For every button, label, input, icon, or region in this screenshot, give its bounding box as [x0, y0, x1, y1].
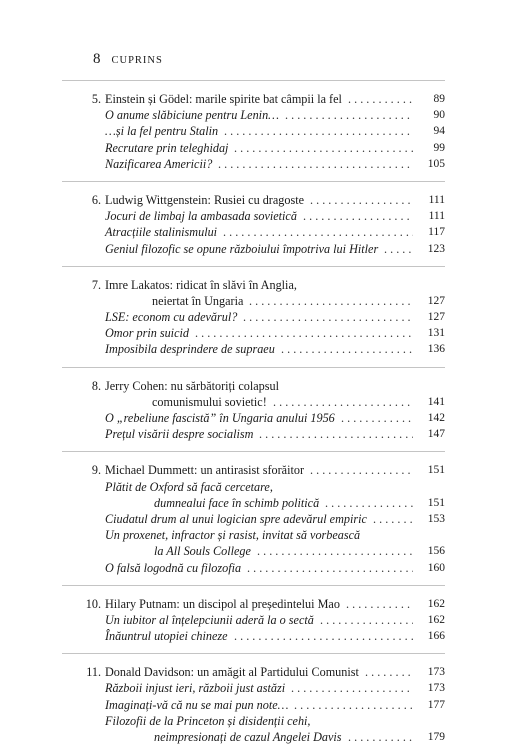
section-line [62, 729, 445, 745]
section-line [62, 680, 445, 696]
chapter-title-line [62, 378, 445, 394]
table-of-contents [62, 78, 445, 754]
divider-rule [62, 80, 445, 81]
section-page: 127 [427, 311, 445, 324]
section-line [62, 560, 445, 576]
section-title: Un proxenet, infractor și rasist, invitat să vorbească [105, 528, 361, 543]
chapter-page: 151 [427, 464, 445, 477]
divider-rule [62, 585, 445, 586]
leader-dots [234, 628, 413, 644]
leader-dots [273, 394, 413, 410]
section-page: 173 [427, 682, 445, 695]
section-title: Plătit de Oxford să facă cercetare, [105, 479, 273, 494]
section-title: Înăuntrul utopiei chineze [105, 629, 228, 644]
section-line [62, 341, 445, 357]
section-title: Prețul visării despre socialism [105, 427, 254, 442]
running-header [93, 50, 163, 68]
leader-dots [310, 192, 413, 208]
section-page: 90 [433, 109, 445, 122]
leader-dots [243, 309, 413, 325]
chapter-title-continued: neiertat în Ungaria [152, 293, 244, 308]
chapter-title: Imre Lakatos: ridicat în slăvi în Anglia, [105, 277, 297, 292]
section-line [62, 713, 445, 729]
leader-dots [341, 410, 413, 426]
leader-dots [325, 495, 413, 511]
section-line [62, 495, 445, 511]
leader-dots [234, 140, 413, 156]
leader-dots [291, 680, 413, 696]
section-title: Geniul filozofic se opune războiului împotriva lui Hitler [105, 241, 379, 256]
section-page: 151 [427, 496, 445, 509]
section-line [62, 479, 445, 495]
section-title: Jocuri de limbaj la ambasada sovietică [105, 209, 297, 224]
section-title: Filozofii de la Princeton și disidenții cehi, [105, 713, 311, 728]
section-title: O „rebeliune fascistă” în Ungaria anului 1956 [105, 411, 335, 425]
chapter-title-line [62, 277, 445, 293]
chapter-page: 141 [427, 395, 445, 408]
section-page: 177 [427, 698, 445, 711]
section-line [62, 224, 445, 240]
chapter-number: 11. [86, 665, 101, 680]
chapter-page: 89 [433, 93, 445, 105]
leader-dots [195, 325, 413, 341]
chapter-title: Michael Dummett: un antirasist sforăitor [105, 463, 305, 478]
chapter-entry [62, 451, 445, 575]
chapter-entry [62, 266, 445, 358]
section-line [62, 410, 445, 426]
section-line [62, 107, 445, 123]
leader-dots [218, 156, 413, 172]
chapter-title: Jerry Cohen: nu sărbătoriți colapsul [105, 378, 279, 393]
section-title: O anume slăbiciune pentru Lenin… [105, 108, 279, 123]
page-number: 8 [93, 51, 101, 67]
chapter-number: 8. [91, 378, 101, 393]
section-page: 94 [433, 125, 445, 138]
chapter-title: Hilary Putnam: un discipol al președintelui Mao [105, 596, 340, 611]
leader-dots [249, 293, 413, 309]
chapter-title: Donald Davidson: un amăgit al Partidului Comunist [105, 665, 359, 680]
chapter-number: 9. [91, 463, 101, 478]
section-line [62, 543, 445, 559]
section-page: 156 [427, 545, 445, 558]
leader-dots [285, 107, 413, 123]
section-title-continued: la All Souls College [154, 544, 251, 559]
chapter-entry [62, 181, 445, 257]
section-page: 123 [427, 242, 445, 255]
chapter-title-line [62, 91, 445, 107]
section-title-continued: neimpresionați de cazul Angelei Davis [154, 730, 342, 744]
chapter-title-continued: comunismului sovietic! [152, 394, 267, 409]
running-title: CUPRINS [111, 55, 163, 66]
section-page: 162 [427, 613, 445, 626]
section-page: 136 [427, 343, 445, 356]
section-page: 99 [433, 141, 445, 154]
chapter-entry [62, 585, 445, 645]
section-page: 111 [428, 210, 445, 223]
section-title: Un iubitor al înțelepciunii aderă la o sectă [105, 612, 314, 627]
leader-dots [348, 729, 413, 745]
leader-dots [365, 664, 413, 680]
section-page: 117 [428, 226, 445, 239]
section-line [62, 426, 445, 442]
chapter-title-line [62, 192, 445, 208]
section-line [62, 156, 445, 172]
chapter-entry [62, 367, 445, 443]
chapter-entry [62, 653, 445, 745]
chapter-page: 111 [428, 193, 445, 206]
divider-rule [62, 181, 445, 182]
leader-dots [373, 511, 413, 527]
section-line [62, 208, 445, 224]
section-page: 142 [427, 412, 445, 424]
section-page: 105 [427, 157, 445, 170]
divider-rule [62, 451, 445, 452]
section-line [62, 628, 445, 644]
leader-dots [259, 426, 413, 442]
chapter-title-line [62, 462, 445, 478]
section-title: Imposibila desprindere de supraeu [105, 342, 275, 357]
section-line [62, 140, 445, 156]
section-title: Războii injust ieri, războii just astăzi [105, 681, 286, 696]
chapter-title: Einstein și Gödel: marile spirite bat câmpii la fel [105, 92, 342, 106]
leader-dots [346, 596, 413, 612]
divider-rule [62, 653, 445, 654]
chapter-page: 127 [427, 294, 445, 307]
chapter-title-line [62, 293, 445, 309]
chapter-title-line [62, 664, 445, 680]
section-line [62, 697, 445, 713]
leader-dots [224, 123, 413, 139]
leader-dots [257, 543, 413, 559]
leader-dots [247, 560, 413, 576]
leader-dots [294, 697, 413, 713]
section-line [62, 612, 445, 628]
chapter-entry [62, 80, 445, 172]
section-page: 166 [427, 630, 445, 643]
section-page: 131 [427, 327, 445, 340]
chapter-number: 5. [91, 92, 101, 106]
leader-dots [384, 241, 413, 257]
leader-dots [223, 224, 413, 240]
section-title: Nazificarea Americii? [105, 156, 213, 171]
divider-rule [62, 266, 445, 267]
section-title: Ciudatul drum al unui logician spre adevărul empiric [105, 511, 367, 526]
chapter-number: 10. [85, 596, 101, 611]
divider-rule [62, 367, 445, 368]
leader-dots [320, 612, 413, 628]
section-line [62, 325, 445, 341]
chapter-page: 162 [427, 597, 445, 610]
section-line [62, 527, 445, 543]
chapter-page: 173 [427, 666, 445, 679]
chapter-title: Ludwig Wittgenstein: Rusiei cu dragoste [105, 192, 304, 207]
section-title: Imaginați-vă că nu se mai pun note… [105, 697, 289, 712]
section-title: O falsă logodnă cu filozofia [105, 560, 242, 575]
section-title-continued: dumnealui face în schimb politică [154, 495, 320, 510]
leader-dots [281, 341, 413, 357]
leader-dots [303, 208, 413, 224]
section-title: Omor prin suicid [105, 326, 189, 341]
section-title: Atracțiile stalinismului [105, 225, 218, 240]
section-line [62, 309, 445, 325]
section-title: Recrutare prin teleghidaj [105, 140, 229, 155]
section-title: …și la fel pentru Stalin [105, 124, 219, 139]
section-page: 179 [427, 731, 445, 743]
section-page: 147 [427, 428, 445, 441]
section-line [62, 241, 445, 257]
leader-dots [348, 91, 413, 107]
chapter-title-line [62, 394, 445, 410]
chapter-title-line [62, 596, 445, 612]
leader-dots [310, 462, 413, 478]
section-line [62, 123, 445, 139]
section-line [62, 511, 445, 527]
section-title: LSE: econom cu adevărul? [105, 310, 238, 325]
section-page: 160 [427, 561, 445, 574]
section-page: 153 [427, 512, 445, 525]
chapter-number: 6. [91, 192, 101, 207]
chapter-number: 7. [91, 277, 101, 292]
